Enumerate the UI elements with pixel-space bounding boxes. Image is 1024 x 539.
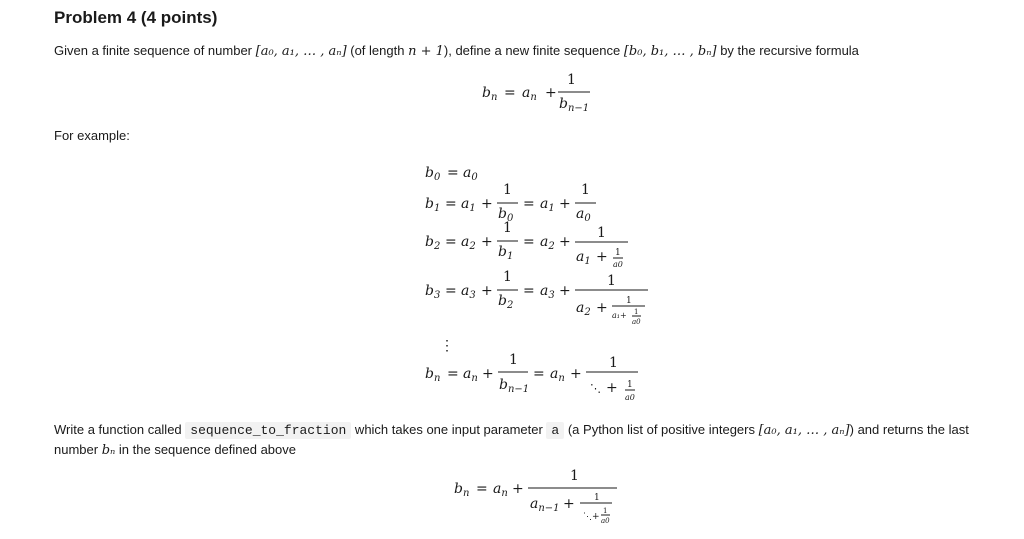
svg-text:=: = [445,283,457,299]
svg-text:+: + [596,300,608,316]
svg-text:1: 1 [567,72,576,88]
svg-text:=: = [445,196,457,212]
intro-mid: (of length [346,43,409,58]
svg-text:+: + [570,366,582,382]
param-name-code: a [546,422,564,439]
svg-text:b2: $b_2$ [498,293,514,311]
svg-text:+: + [559,196,571,212]
svg-text:=: = [447,366,459,382]
para-mid: which takes one input parameter [351,422,547,437]
para-bn: bₙ [101,443,116,458]
svg-text:b1: $b_1$ [425,196,441,214]
svg-text:1: 1 [603,507,608,515]
para-mid3: ) and returns the last number [54,422,969,457]
svg-text:+: + [596,249,608,265]
svg-text:an−1: $a_{n-1}$ [530,496,560,514]
svg-text:=: = [523,234,535,250]
svg-text:1: 1 [609,355,618,371]
svg-text:a1: $a_1$ [461,196,476,214]
problem-page [54,0,1014,539]
svg-text:1: 1 [615,248,621,258]
svg-text:b1: $b_1$ [498,244,514,262]
svg-text:=: = [533,366,545,382]
intro-seq-a: [a₀, a₁, … , aₙ] [255,44,347,59]
svg-text:an: $a_n$ [463,366,478,384]
svg-text:1: 1 [503,220,512,236]
svg-text:1: 1 [509,352,518,368]
task-paragraph [54,420,1004,460]
svg-text:an: $a_n$ [493,481,508,499]
svg-text:=: = [504,85,516,101]
svg-text:=: = [523,196,535,212]
svg-text:a0: $a_0$ [463,165,478,183]
svg-text:1: 1 [634,308,639,316]
intro-text [54,43,859,59]
problem-title: Problem 4 (4 points) [54,8,218,27]
svg-text:+: + [563,496,575,512]
svg-text:+: + [481,234,493,250]
svg-text:bn: $b_n$ [454,481,470,499]
intro-suffix: by the recursive formula [716,43,859,58]
svg-text:⋮: ⋮ [440,338,454,354]
svg-text:1: 1 [627,380,633,390]
svg-text:1: 1 [503,269,512,285]
svg-text:b0: $b_0$ [498,206,514,224]
function-name-code: sequence_to_fraction [185,422,351,439]
svg-text:⋱: ⋱ [590,382,601,395]
svg-text:bn−1: $b_{n-1}$ [559,96,590,114]
para-seq: [a₀, a₁, … , aₙ] [758,423,850,438]
intro-mid2: ), define a new finite sequence [443,43,624,58]
svg-text:=: = [523,283,535,299]
intro-prefix: Given a finite sequence of number [54,43,256,58]
svg-text:a3: $a_3$ [461,283,476,301]
svg-text:1: 1 [607,273,616,289]
svg-text:a3: $a_3$ [540,283,555,301]
svg-text:+: + [559,234,571,250]
svg-text:a₁+: a₁+ [612,311,627,320]
svg-text:a1: $a_1$ [540,196,555,214]
svg-text:a0: a0 [625,393,635,402]
svg-text:=: = [445,234,457,250]
svg-text:=: = [447,165,459,181]
svg-text:a1: $a_1$ [576,249,591,267]
svg-text:1: 1 [626,296,632,306]
svg-text:+: + [606,380,618,396]
intro-len: n + 1 [408,44,444,59]
svg-text:b2: $b_2$ [425,234,441,252]
svg-text:+: + [559,283,571,299]
svg-text:b3: $b_3$ [425,283,441,301]
svg-text:+: + [545,85,557,101]
svg-text:bn: $b_n$ [425,366,441,384]
svg-text:a0: a0 [601,517,610,525]
svg-text:+: + [512,481,524,497]
svg-text:1: 1 [597,225,606,241]
svg-text:bn−1: $b_{n-1}$ [499,377,530,395]
para-mid2: (a Python list of positive integers [564,422,759,437]
svg-text:1: 1 [594,493,600,503]
svg-text:1: 1 [570,468,579,484]
svg-text:a0: a0 [632,318,641,326]
para-suffix: in the sequence defined above [115,442,296,457]
svg-text:bn: $b_n$ [482,85,498,103]
svg-text:=: = [476,481,488,497]
svg-text:+: + [482,366,494,382]
svg-text:an: $a_n$ [550,366,565,384]
svg-text:⋱+: ⋱+ [583,512,600,522]
svg-text:a2: $a_2$ [576,300,591,318]
svg-text:b0: $b_0$ [425,165,441,183]
svg-text:an: $a_n$ [522,85,537,103]
para-prefix: Write a function called [54,422,186,437]
example-label: For example: [54,128,130,143]
svg-text:a2: $a_2$ [461,234,476,252]
svg-text:1: 1 [503,182,512,198]
intro-seq-b: [b₀, b₁, … , bₙ] [623,44,717,59]
svg-text:a2: $a_2$ [540,234,555,252]
svg-text:a0: $a_0$ [576,206,591,224]
svg-text:+: + [481,196,493,212]
svg-text:a0: a0 [613,260,623,269]
svg-text:+: + [481,283,493,299]
svg-text:1: 1 [581,182,590,198]
